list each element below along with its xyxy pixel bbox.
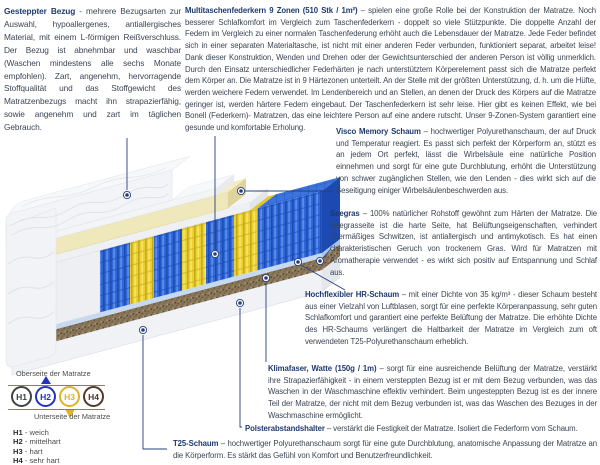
body-t25-schaum: – hochwertiger Polyurethanschaum sorgt für eine gute Durchblutung, anatomische Anpassung der Matratze an die Körperform. Es stärkt das Gefühl von Komfort und Benutzerfreundlichkeit. xyxy=(173,439,597,460)
body-polsterabstandshalter: – verstärkt die Festigkeit der Matratze. Isoliert die Federform vom Schaum. xyxy=(326,424,578,433)
callout-dot-polster xyxy=(236,299,243,306)
grade-item-h1: H1 - weich xyxy=(13,428,49,437)
callout-dot-klima xyxy=(262,274,269,281)
heading-multitaschenfederkern: Multitaschenfederkern 9 Zonen (510 Stk / 1m²) xyxy=(185,6,358,15)
heading-polsterabstandshalter: Polsterabstandshalter xyxy=(245,424,325,433)
body-visco-memory-schaum: – hochwertiger Polyurethanschaum, der auf Druck und Temperatur reagiert. Es passt sich perfekt der Körperform an, stützt es an jedem Ort perfekt, lässt die Wirbelsäule eine natürliche Position einnehmen und sorgt für eine gute Durchblutung, erhöht die Unterstützung von schwer zugänglichen Stellen, wie den Lenden - dies wirkt sich auf die Beseitigung einiger Wirbelsäulenbeschwerden aus. xyxy=(336,127,596,195)
paragraph-klimafaser xyxy=(268,363,597,422)
hardness-grade-list xyxy=(13,428,61,465)
paragraph-t25-schaum xyxy=(173,438,597,461)
hardness-code-h2: H2 xyxy=(40,391,51,402)
legend-top-side-label: Oberseite der Matratze xyxy=(16,369,91,378)
callout-dot-bezug xyxy=(123,191,130,198)
hardness-code-h3: H3 xyxy=(64,391,75,402)
callout-dot-seegras xyxy=(316,257,323,264)
hardness-circle-h3 xyxy=(59,386,80,407)
body-klimafaser: – sorgt für eine ausreichende Belüftung der Matratze, verstärkt ihre Strapazierfähigkeit - in einem versteppten Bezug ist er mit dem Bezug verbunden, was das Waschen in der Waschmaschine effektiv verhindert. Beim ungesteppten Bezug ist es der innere Teil der Matratze, der nicht mit dem Bezug verbunden ist, was das Waschen des Bezuges in der Waschmaschine ermöglicht. xyxy=(268,364,597,420)
heading-visco-memory-schaum: Visco Memory Schaum xyxy=(336,127,421,136)
paragraph-hr-schaum xyxy=(305,289,597,348)
top-side-marker-icon xyxy=(41,376,51,384)
body-hr-schaum: – mit einer Dichte von 35 kg/m³ - dieser Schaum besteht aus einer Vielzahl von Luftblasen, sorgt für eine perfekte Körperanpassung, sehr guten Schlafkomfort und garantiert eine perfekte Belüftung der Matratze. Die erhöhte Dichte des HR-Schaums verlängert die Haltbarkeit der Matratze im Vergleich zum oft verwendeten T25-Polyurethanschaum erheblich. xyxy=(305,290,598,346)
paragraph-multitaschenfederkern xyxy=(185,5,596,134)
heading-klimafaser: Klimafaser, Watte (150g / 1m) xyxy=(268,364,377,373)
hardness-legend xyxy=(0,368,170,465)
callout-dot-multi xyxy=(211,250,218,257)
paragraph-polsterabstandshalter xyxy=(245,423,597,435)
hardness-circle-h2 xyxy=(35,386,56,407)
heading-t25-schaum: T25-Schaum xyxy=(173,439,219,448)
hardness-code-h4: H4 xyxy=(88,391,99,402)
legend-bottom-line xyxy=(8,409,105,410)
heading-hr-schaum: Hochflexibler HR-Schaum xyxy=(305,290,400,299)
mattress-layers xyxy=(6,116,340,376)
grade-item-h4: H4 - sehr hart xyxy=(13,456,60,465)
callout-line-polster xyxy=(240,308,242,427)
callout-dot-hr xyxy=(294,258,301,265)
grade-item-h3: H3 - hart xyxy=(13,446,43,456)
paragraph-seegras xyxy=(330,208,597,278)
grade-item-h2: H2 - mittelhart xyxy=(13,437,61,447)
hardness-circle-h4 xyxy=(83,386,104,407)
paragraph-visco-memory-schaum xyxy=(336,126,596,196)
callout-dot-t25 xyxy=(139,326,146,333)
hardness-circle-h1 xyxy=(11,386,32,407)
hardness-code-h1: H1 xyxy=(16,391,27,402)
callout-dot-visco xyxy=(237,187,244,194)
legend-bottom-side-label: Unterseite der Matratze xyxy=(34,412,111,421)
heading-gesteppter-bezug: Gesteppter Bezug xyxy=(4,6,76,16)
heading-seegras: Seegras xyxy=(330,209,360,218)
paragraph-gesteppter-bezug xyxy=(4,5,181,134)
body-gesteppter-bezug: - mehrere Bezugsarten zur Auswahl, hypoallergenes, antiallergisches Material, mit einem L-förmigen Reißverschluss. Der Bezug ist abnehmbar und waschbar (Waschen mindestens alle sechs Monate empfohlen). Zart, angenehm, hervorragende Stoffqualität und das Stoffgewicht des Matratzenbezugs macht ihn strapazierfähig, sowie angenehm und zart im täglichen Gebrauch. xyxy=(4,6,181,133)
body-multitaschenfederkern: – spielen eine große Rolle bei der Konstruktion der Matratze. Noch besserer Schlafkomfort im Vergleich zum Taschenfederkern - doppelt so viele Stützpunkte. Die doppelte Anzahl der Federn im Vergleich zu einer normalen Taschenfederung erhöht auch die Lebensdauer der Matratze. Jede Feder befindet sich in einer separaten Materialtasche, ist nicht mit einer anderen Feder verbunden, funktioniert separat, arbeitet leise! Dank dieser Konstruktion, Wenden und Drehen oder der Gewichtsunterschied der anderen Person ist völlig unmerklich. Durch den Einsatz unterschiedlicher Federhärten je nach unterstütztem Körperelement passt sich die Matratze perfekt dem Körper an. Die Matratze ist in 9 Härtezonen unterteilt. An der Stelle mit der größten Unterstützung, d. h. um die Hüfte, werden weichere Federn verwendet. Im Lendenbereich und an Stellen, an denen der Druck des Körpers auf die Matratze geringer ist, werden härtere Federn eingebaut. Der Taschenfederkern ist sehr leise. Hier gibt es keinen Effekt, wie bei Bonell (Federkern)- Matratzen, das eine leichtere Person auf eine andere rutscht. Unser 9-Zonen-System garantiert eine gesunde und komfortable Erholung. xyxy=(185,6,596,133)
body-seegras: – 100% natürlicher Rohstoff gewöhnt zum Härten der Matratze. Die Seegrasseite ist die harte Seite, hat Belüftungseigenschaften, verhindert übermäßiges Schwitzen, ist antiallergisch und antimykotisch. Es hat einen charakteristischen Geruch von trockenem Gras. Wird für Matratzen mit Aromatherapie verwendet - es wirkt sich positiv auf Entspannung und Schlaf aus. xyxy=(330,209,597,277)
